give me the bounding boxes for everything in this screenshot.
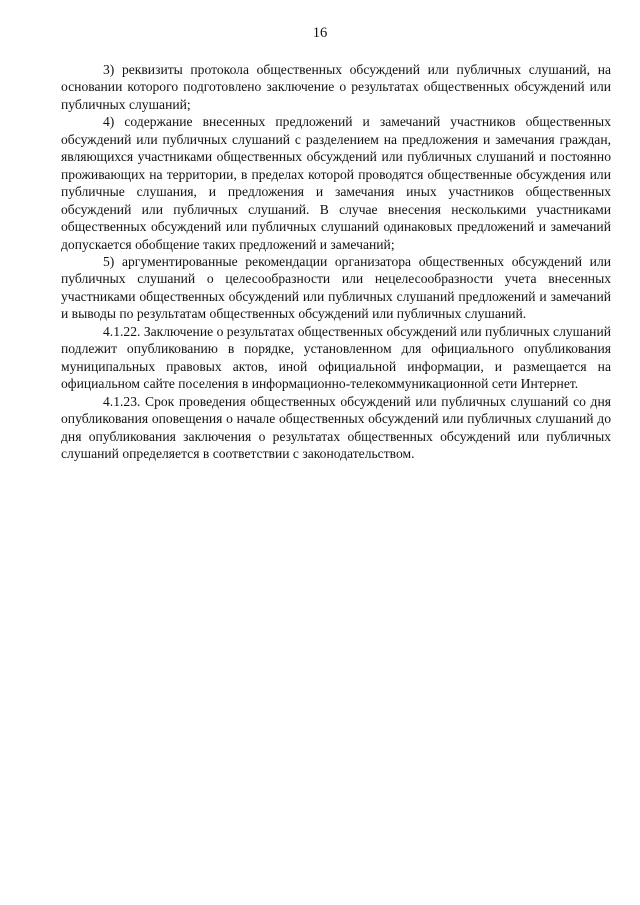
paragraph-item-5: 5) аргументированные рекомендации организатора общественных обсуждений или публичных слушаний о целесообразности или нецелесообразности учета внесенных участниками общественных обсуждений или публичных слушаний предложений и замечаний и выводы по результатам общественных обсуждений или публичных слушаний. — [61, 253, 611, 322]
page-number: 16 — [312, 25, 328, 41]
paragraph-4-1-22: 4.1.22. Заключение о результатах общественных обсуждений или публичных слушаний подлежит опубликованию в порядке, установленном для официального опубликования муниципальных правовых актов, иной официальной информации, и размещается на официальном сайте поселения в информационно-телекоммуникационной сети Интернет. — [61, 323, 611, 392]
paragraph-item-3: 3) реквизиты протокола общественных обсуждений или публичных слушаний, на основании которого подготовлено заключение о результатах общественных обсуждений или публичных слушаний; — [61, 62, 611, 112]
document-body — [61, 61, 611, 462]
paragraph-item-4: 4) содержание внесенных предложений и замечаний участников общественных обсуждений или публичных слушаний с разделением на предложения и замечания граждан, являющихся участниками общественных обсуждений или публичных слушаний и постоянно проживающих на территории, в пределах которой проводятся общественные обсуждения или публичные слушания, и предложения и замечания иных участников общественных обсуждений или публичных слушаний. В случае внесения несколькими участниками общественных обсуждений или публичных слушаний одинаковых предложений и замечаний допускается обобщение таких предложений и замечаний; — [61, 114, 611, 252]
paragraph-4-1-23: 4.1.23. Срок проведения общественных обсуждений или публичных слушаний со дня опубликования оповещения о начале общественных обсуждений или публичных слушаний до дня опубликования заключения о результатах общественных обсуждений или публичных слушаний определяется в соответствии с законодательством. — [61, 393, 611, 461]
